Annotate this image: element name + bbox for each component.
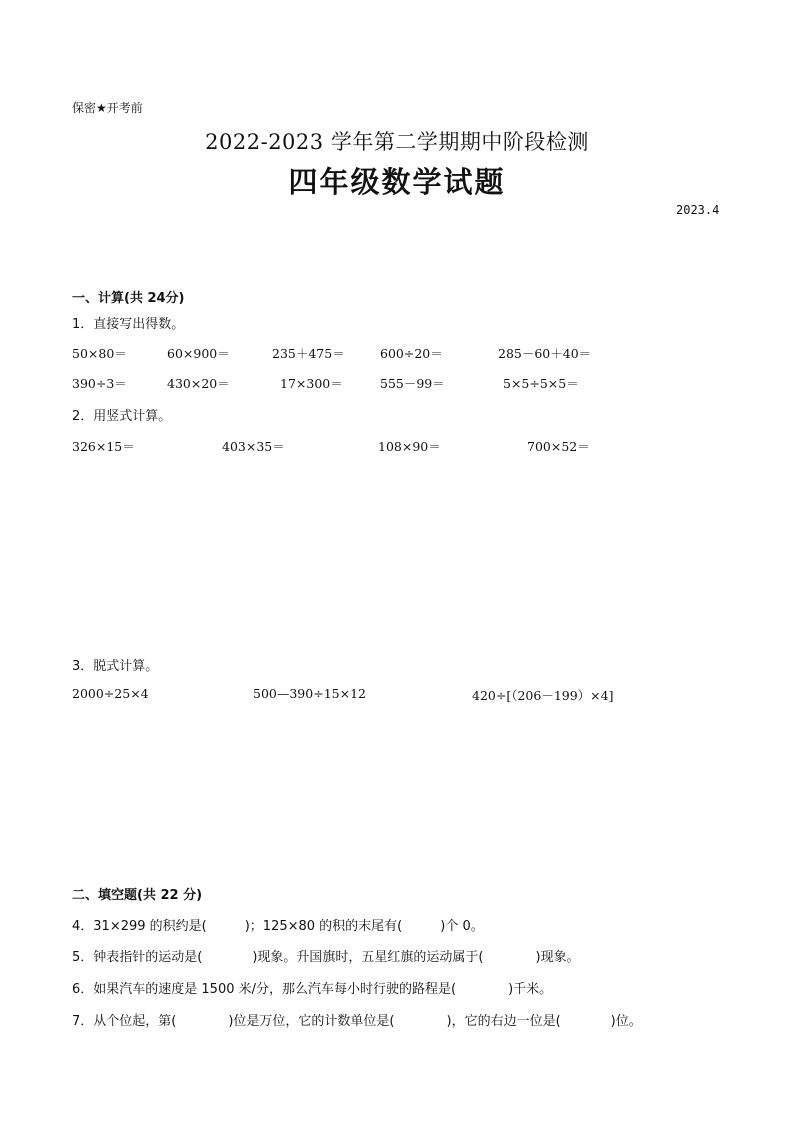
- question-5-text-a: 5．钟表指针的运动是(: [72, 950, 203, 965]
- oral-calc-item: 17×300＝: [280, 376, 343, 391]
- question-5-text-c: )现象。: [535, 950, 580, 965]
- question-7: [72, 1010, 642, 1029]
- oral-calc-item: 60×900＝: [167, 346, 230, 361]
- question-4: [72, 915, 484, 934]
- question-7-text-b: )位是万位，它的计数单位是(: [228, 1014, 395, 1029]
- oral-calc-item: 600÷20＝: [380, 346, 443, 361]
- question-6-text-b: )千米。: [508, 982, 553, 997]
- oral-calc-item: 5×5÷5×5＝: [503, 376, 579, 391]
- stepwise-calc-item: 500—390÷15×12: [253, 686, 366, 701]
- question-6-text-a: 6．如果汽车的速度是 1500 米/分，那么汽车每小时行驶的路程是(: [72, 982, 457, 997]
- question-5-text-b: )现象。升国旗时，五星红旗的运动属于(: [252, 950, 484, 965]
- confidential-label: 保密★开考前: [72, 101, 143, 115]
- vertical-calc-item: 403×35＝: [222, 439, 285, 454]
- vertical-calc-item: 108×90＝: [378, 439, 441, 454]
- oral-calc-item: 555－99＝: [380, 376, 445, 391]
- question-7-text-c: )，它的右边一位是(: [446, 1014, 561, 1029]
- question-4-text-b: )；125×80 的积的末尾有(: [244, 919, 403, 934]
- exam-title: 2022-2023 学年第二学期期中阶段检测: [205, 130, 589, 154]
- oral-calc-item: 285－60＋40＝: [498, 346, 592, 361]
- question-5: [72, 946, 580, 965]
- vertical-calc-item: 326×15＝: [72, 439, 135, 454]
- oral-calc-item: 430×20＝: [167, 376, 230, 391]
- question-3-label: 3．脱式计算。: [72, 659, 159, 674]
- question-7-text-d: )位。: [610, 1014, 642, 1029]
- oral-calc-item: 50×80＝: [72, 346, 127, 361]
- oral-calc-item: 390÷3＝: [72, 376, 127, 391]
- question-2-label: 2．用竖式计算。: [72, 409, 172, 424]
- question-4-text-c: )个 0。: [440, 919, 484, 934]
- oral-calc-item: 235＋475＝: [272, 346, 345, 361]
- exam-subtitle: 四年级数学试题: [288, 165, 506, 199]
- question-6: [72, 978, 552, 997]
- vertical-calc-item: 700×52＝: [527, 439, 590, 454]
- section-1-heading: 一、计算(共 24分): [72, 291, 185, 306]
- exam-date: 2023.4: [676, 203, 720, 217]
- question-4-text-a: 4．31×299 的积约是(: [72, 919, 207, 934]
- section-2-heading: 二、填空题(共 22 分): [72, 888, 203, 903]
- stepwise-calc-item: 2000÷25×4: [72, 686, 149, 701]
- question-1-label: 1．直接写出得数。: [72, 317, 185, 332]
- question-7-text-a: 7．从个位起，第(: [72, 1014, 177, 1029]
- stepwise-calc-item: 420÷[（206－199）×4]: [472, 688, 614, 703]
